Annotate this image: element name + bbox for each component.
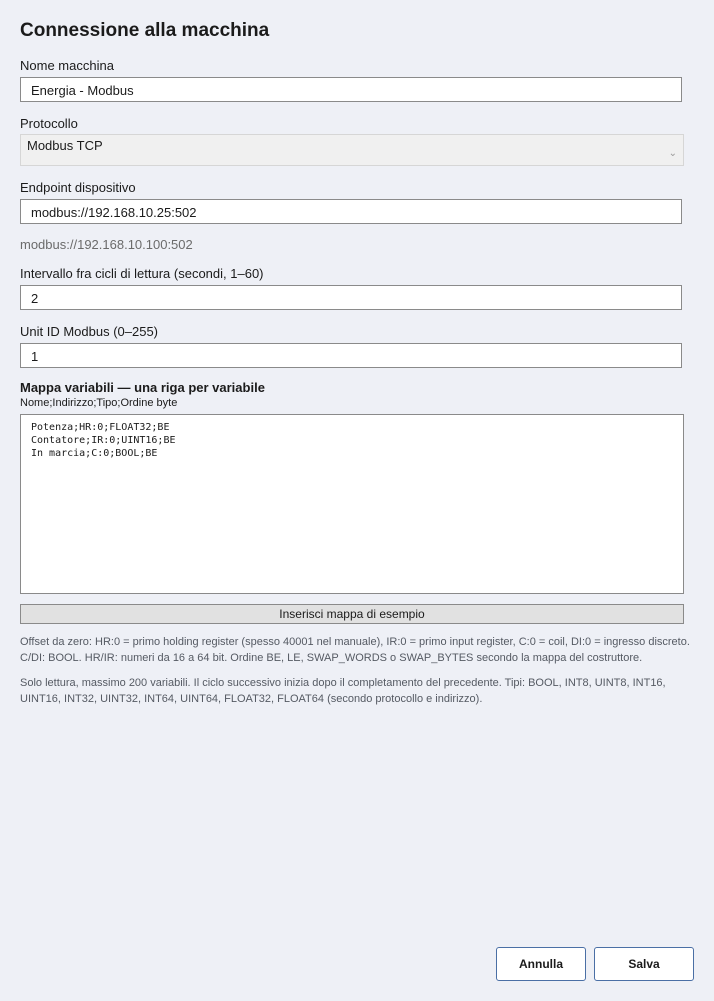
interval-input[interactable]: 2 xyxy=(20,285,682,310)
protocol-select[interactable] xyxy=(20,134,684,166)
unit-id-label: Unit ID Modbus (0–255) xyxy=(20,324,159,339)
insert-example-map-button[interactable]: Inserisci mappa di esempio xyxy=(20,604,684,624)
protocol-selected-value: Modbus TCP xyxy=(27,138,103,153)
unit-id-input[interactable]: 1 xyxy=(20,343,682,368)
variable-map-title: Mappa variabili — una riga per variabile xyxy=(20,380,265,395)
endpoint-label: Endpoint dispositivo xyxy=(20,180,136,195)
machine-name-input[interactable]: Energia - Modbus xyxy=(20,77,682,102)
protocol-label: Protocollo xyxy=(20,116,78,131)
variable-map-subtitle: Nome;Indirizzo;Tipo;Ordine byte xyxy=(20,397,178,409)
cancel-button[interactable]: Annulla xyxy=(496,947,586,981)
endpoint-input[interactable]: modbus://192.168.10.25:502 xyxy=(20,199,682,224)
endpoint-hint: modbus://192.168.10.100:502 xyxy=(20,237,193,252)
variable-map-textarea[interactable]: Potenza;HR:0;FLOAT32;BE Contatore;IR:0;UINT16;BE In marcia;C:0;BOOL;BE xyxy=(20,414,684,594)
chevron-down-icon: ⌄ xyxy=(668,148,677,159)
machine-name-label: Nome macchina xyxy=(20,58,114,73)
interval-label: Intervallo fra cicli di lettura (secondi, 1–60) xyxy=(20,266,264,281)
offset-note: Offset da zero: HR:0 = primo holding register (spesso 40001 nel manuale), IR:0 = primo input register, C:0 = coil, DI:0 = ingresso discreto. C/DI: BOOL. HR/IR: numeri da 16 a 64 bit. Ordine BE, LE, SWAP_WORDS o SWAP_BYTES secondo la mappa del costruttore. xyxy=(20,636,690,664)
limits-note: Solo lettura, massimo 200 variabili. Il ciclo successivo inizia dopo il completamento del precedente. Tipi: BOOL, INT8, UINT8, INT16, UINT16, INT32, UINT32, INT64, UINT64, FLOAT32, FLOAT64 (secondo protocollo e indirizzo). xyxy=(20,677,666,705)
page-title: Connessione alla macchina xyxy=(20,20,270,41)
save-button[interactable]: Salva xyxy=(594,947,694,981)
